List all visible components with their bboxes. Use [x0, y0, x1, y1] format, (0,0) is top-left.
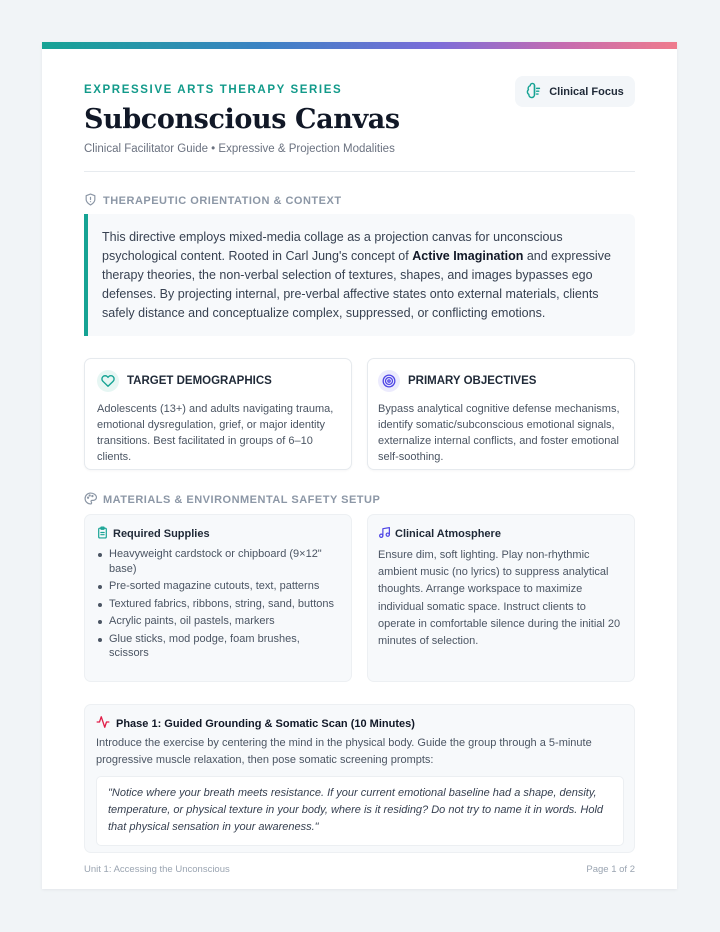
- gradient-accent-bar: [42, 42, 677, 49]
- brain-icon: [526, 82, 543, 102]
- music-icon: [378, 526, 391, 542]
- target-icon: [378, 370, 400, 392]
- page-title: Subconscious Canvas: [84, 104, 400, 135]
- list-item: Acrylic paints, oil pastels, markers: [96, 614, 339, 629]
- heart-icon: [97, 370, 119, 392]
- supplies-heading: Required Supplies: [113, 528, 210, 540]
- phase-1-intro: Introduce the exercise by centering the mind in the physical body. Guide the group through a 5-minute progressive muscle relaxation, then pose somatic screening prompts:: [96, 737, 592, 766]
- demographics-text: Adolescents (13+) and adults navigating trauma, emotional dysregulation, grief, or major identity transitions. Best facilitated in groups of 6–10 clients.: [97, 403, 334, 463]
- required-supplies-card: [84, 514, 352, 682]
- document-page: [42, 42, 677, 889]
- demographics-heading: TARGET DEMOGRAPHICS: [127, 375, 272, 387]
- palette-icon: [84, 492, 97, 508]
- materials-heading: MATERIALS & ENVIRONMENTAL SAFETY SETUP: [84, 492, 380, 508]
- clinical-atmosphere-card: [367, 514, 635, 682]
- phase-1-card: [84, 704, 635, 853]
- atmosphere-text: Ensure dim, soft lighting. Play non-rhythmic ambient music (no lyrics) to suppress analytical thoughts. Arrange workspace to maximize individual somatic space. Instruct clients to operate in comfortable silence during the initial 20 minutes of selection.: [378, 549, 621, 648]
- supplies-list: [96, 547, 339, 661]
- primary-objectives-card: [367, 358, 635, 470]
- active-imagination-emphasis: Active Imagination: [412, 249, 524, 263]
- clipboard-icon: [96, 526, 109, 542]
- orientation-text-after: and expressive therapy theories, the non-verbal selection of textures, shapes, and images bypasses ego defenses. By projecting internal, pre-verbal affective states onto external materials, clients safely distance and conceptualize complex, suppressed, or conflicting emotions.: [102, 249, 611, 320]
- page-subtitle: Clinical Facilitator Guide • Expressive & Projection Modalities: [84, 143, 395, 155]
- target-demographics-card: [84, 358, 352, 470]
- list-item: Heavyweight cardstock or chipboard (9×12" base): [96, 547, 339, 576]
- header-divider: [84, 171, 635, 172]
- objectives-heading: PRIMARY OBJECTIVES: [408, 375, 537, 387]
- orientation-heading: THERAPEUTIC ORIENTATION & CONTEXT: [84, 193, 342, 209]
- somatic-prompt-quote: "Notice where your breath meets resistance. If your current emotional baseline had a shape, density, temperature, or physical texture in your body, where is it residing? Do not try to name it in words. Hold that physical sensation in your awareness.": [96, 776, 624, 846]
- atmosphere-heading: Clinical Atmosphere: [395, 528, 501, 540]
- page-footer: [84, 864, 635, 875]
- pulse-icon: [96, 715, 110, 732]
- list-item: Glue sticks, mod podge, foam brushes, scissors: [96, 632, 339, 661]
- badge-label: Clinical Focus: [549, 85, 624, 98]
- list-item: Pre-sorted magazine cutouts, text, patterns: [96, 579, 339, 594]
- orientation-callout: [84, 214, 635, 336]
- footer-page-number: Page 1 of 2: [586, 864, 635, 875]
- list-item: Textured fabrics, ribbons, string, sand, buttons: [96, 597, 339, 612]
- clinical-focus-badge: [515, 76, 635, 107]
- footer-unit-label: Unit 1: Accessing the Unconscious: [84, 864, 230, 875]
- shield-icon: [84, 193, 97, 209]
- phase-1-heading: Phase 1: Guided Grounding & Somatic Scan (10 Minutes): [116, 717, 415, 730]
- objectives-text: Bypass analytical cognitive defense mechanisms, identify somatic/subconscious emotional signals, externalize internal conflicts, and foster emotional self-soothing.: [378, 403, 620, 463]
- series-label: EXPRESSIVE ARTS THERAPY SERIES: [84, 84, 343, 96]
- orientation-text-before: This directive employs mixed-media collage as a projection canvas for unconscious psychological content. Rooted in Carl Jung's concept of: [102, 230, 563, 263]
